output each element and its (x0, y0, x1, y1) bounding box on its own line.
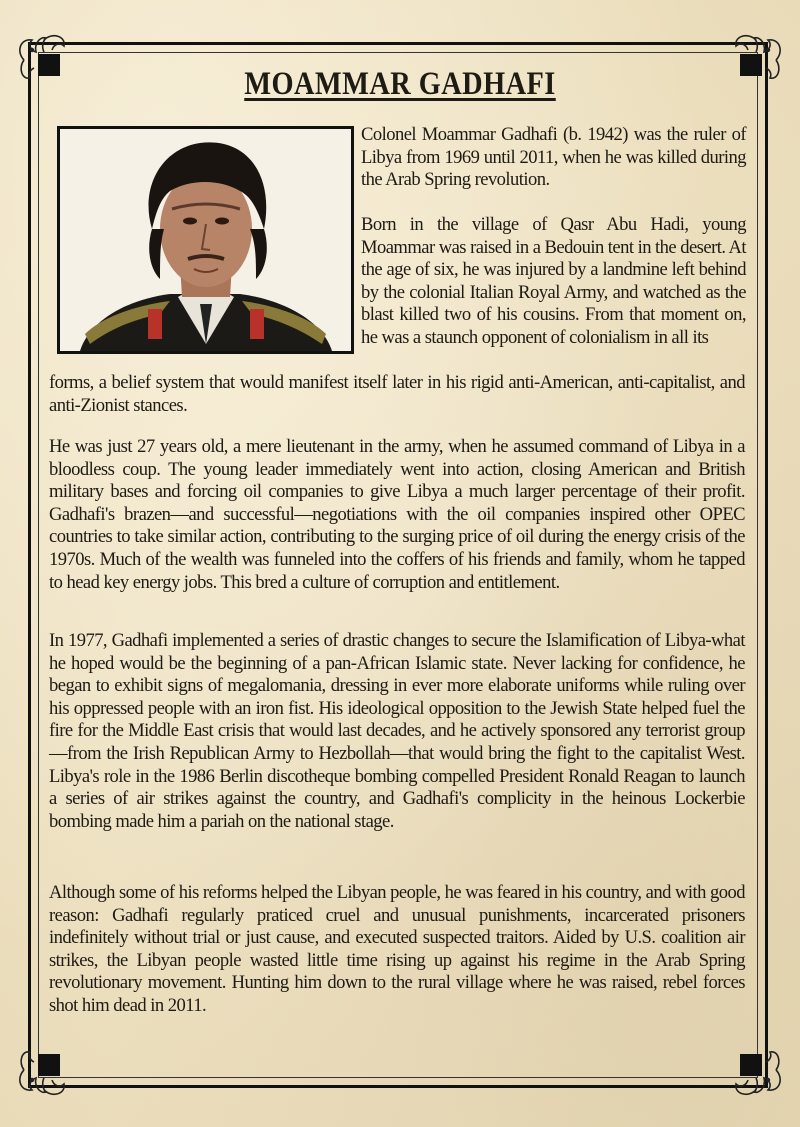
corner-ornament-icon (722, 1036, 786, 1100)
early-life-paragraph: Born in the village of Qasr Abu Hadi, young Moammar was raised in a Bedouin tent in the desert. At the age of six, he was injured by a landmine left behind by the colonial Italian Royal Army, and watched as the blast killed two of his cousins. From that moment on, he was a staunch opponent of colonialism in all its (361, 214, 746, 348)
early-life-paragraph-continued: forms, a belief system that would manifest itself later in his rigid anti-American, anti-capitalist, and anti-Zionist stances. (49, 372, 745, 416)
page-title: MOAMMAR GADHAFI (244, 66, 556, 102)
portrait-illustration-icon (60, 129, 351, 351)
corner-ornament-icon (14, 1036, 78, 1100)
portrait-image (57, 126, 354, 354)
intro-paragraph: Colonel Moammar Gadhafi (b. 1942) was the ruler of Libya from 1969 until 2011, when he was killed during the Arab Spring revolution. (361, 124, 746, 191)
coup-paragraph: He was just 27 years old, a mere lieutenant in the army, when he assumed command of Libya in a bloodless coup. The young leader immediately went into action, closing American and British military bases and forcing oil companies to give Libya a much larger percentage of their profit. Gadhafi's brazen—and successful—negotiations with the oil companies inspired other OPEC countries to take similar action, contributing to the surging price of oil during the energy crisis of the 1970s. Much of the wealth was funneled into the coffers of his friends and family, whom he tapped to head key energy jobs. This bred a culture of corruption and entitlement. (49, 436, 745, 593)
downfall-paragraph: Although some of his reforms helped the Libyan people, he was feared in his country, and with good reason: Gadhafi regularly praticed cruel and unusual punishments, incarcerated prisoners indefinitely without trial or just cause, and executed suspected traitors. Aided by U.S. coalition air strikes, the Libyan people wasted little time rising up against his regime in the Arab Spring revolutionary movement. Hunting him down to the rural village where he was raised, rebel forces shot him dead in 2011. (49, 882, 745, 1016)
islamification-paragraph: In 1977, Gadhafi implemented a series of drastic changes to secure the Islamification of Libya-what he hoped would be the beginning of a pan-African Islamic state. Never lacking for confidence, he began to exhibit signs of megalomania, dressing in ever more elaborate uniforms while ruling over his oppressed people with an iron fist. His ideological opposition to the Jewish State helped fuel the fire for the Middle East crisis that would last decades, and he actively sponsored any terrorist group—from the Irish Republican Army to Hezbollah—that would bring the fight to the capitalist West. Libya's role in the 1986 Berlin discotheque bombing compelled President Ronald Reagan to launch a series of air strikes against the country, and Gadhafi's complicity in the heinous Lockerbie bombing made him a pariah on the national stage. (49, 630, 745, 832)
